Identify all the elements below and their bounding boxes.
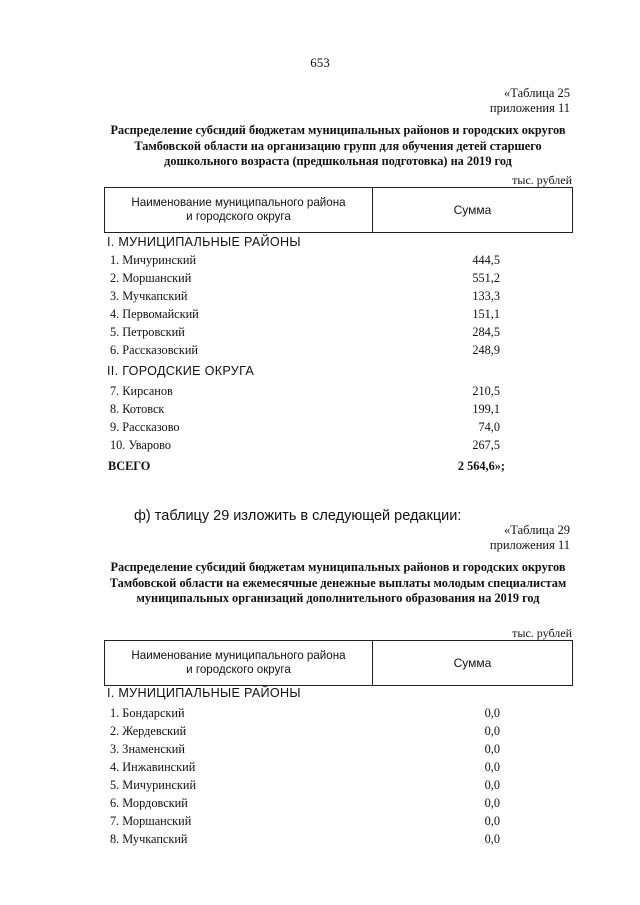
table25-total-value: 2 564,6»; bbox=[457, 459, 505, 473]
table29-reference-line2: приложения 11 bbox=[489, 538, 570, 552]
table29-header bbox=[104, 640, 573, 686]
table29-unit: тыс. рублей bbox=[512, 626, 572, 640]
table25-row: 1. Мичуринский 444,5 bbox=[110, 253, 500, 267]
table29-row: 8. Мучкапский 0,0 bbox=[110, 832, 500, 846]
table25-row: 6. Рассказовский 248,9 bbox=[110, 343, 500, 357]
table29-row: 5. Мичуринский 0,0 bbox=[110, 778, 500, 792]
table29-row: 1. Бондарский 0,0 bbox=[110, 706, 500, 720]
table25-reference-line1: «Таблица 25 bbox=[504, 86, 570, 100]
table29-row: 4. Инжавинский 0,0 bbox=[110, 760, 500, 774]
table25-header-name: Наименование муниципального района и городского округа bbox=[105, 188, 373, 232]
table25-total-row bbox=[108, 459, 505, 475]
table29-title: Распределение субсидий бюджетам муниципальных районов и городских округов Тамбовской области на ежемесячные денежные выплаты молодым специалистам муниципальных организаций дополнительного образования на 2019 год bbox=[109, 560, 567, 605]
table25-section-districts: I. МУНИЦИПАЛЬНЫЕ РАЙОНЫ bbox=[107, 235, 301, 249]
table25-row: 10. Уварово 267,5 bbox=[110, 438, 500, 452]
table25-header-sum: Сумма bbox=[453, 203, 492, 217]
table25-total-label: ВСЕГО bbox=[108, 459, 151, 473]
page-number: 653 bbox=[310, 55, 330, 70]
table29-row: 6. Мордовский 0,0 bbox=[110, 796, 500, 810]
table25-row: 2. Моршанский 551,2 bbox=[110, 271, 500, 285]
table29-header-sum: Сумма bbox=[453, 656, 492, 670]
table25-reference-line2: приложения 11 bbox=[489, 101, 570, 115]
table25-unit: тыс. рублей bbox=[512, 173, 572, 187]
table29-row: 2. Жердевский 0,0 bbox=[110, 724, 500, 738]
amendment-instruction: ф) таблицу 29 изложить в следующей редакции: bbox=[134, 508, 462, 524]
table29-header-name: Наименование муниципального района и городского округа bbox=[105, 641, 373, 685]
table25-row: 5. Петровский 284,5 bbox=[110, 325, 500, 339]
table25-title: Распределение субсидий бюджетам муниципальных районов и городских округов Тамбовской области на организацию групп для обучения детей старшего дошкольного возраста (предшкольная подготовка) на 2019 год bbox=[110, 123, 566, 168]
table29-section-districts: I. МУНИЦИПАЛЬНЫЕ РАЙОНЫ bbox=[107, 686, 301, 700]
table25-header bbox=[104, 187, 573, 233]
table25-row: 7. Кирсанов 210,5 bbox=[110, 384, 500, 398]
table29-row: 7. Моршанский 0,0 bbox=[110, 814, 500, 828]
table25-row: 3. Мучкапский 133,3 bbox=[110, 289, 500, 303]
table25-section-city-districts: II. ГОРОДСКИЕ ОКРУГА bbox=[107, 364, 255, 378]
table25-row: 9. Рассказово 74,0 bbox=[110, 420, 500, 434]
table29-reference-line1: «Таблица 29 bbox=[504, 523, 570, 537]
table25-row: 8. Котовск 199,1 bbox=[110, 402, 500, 416]
table25-row: 4. Первомайский 151,1 bbox=[110, 307, 500, 321]
table29-row: 3. Знаменский 0,0 bbox=[110, 742, 500, 756]
